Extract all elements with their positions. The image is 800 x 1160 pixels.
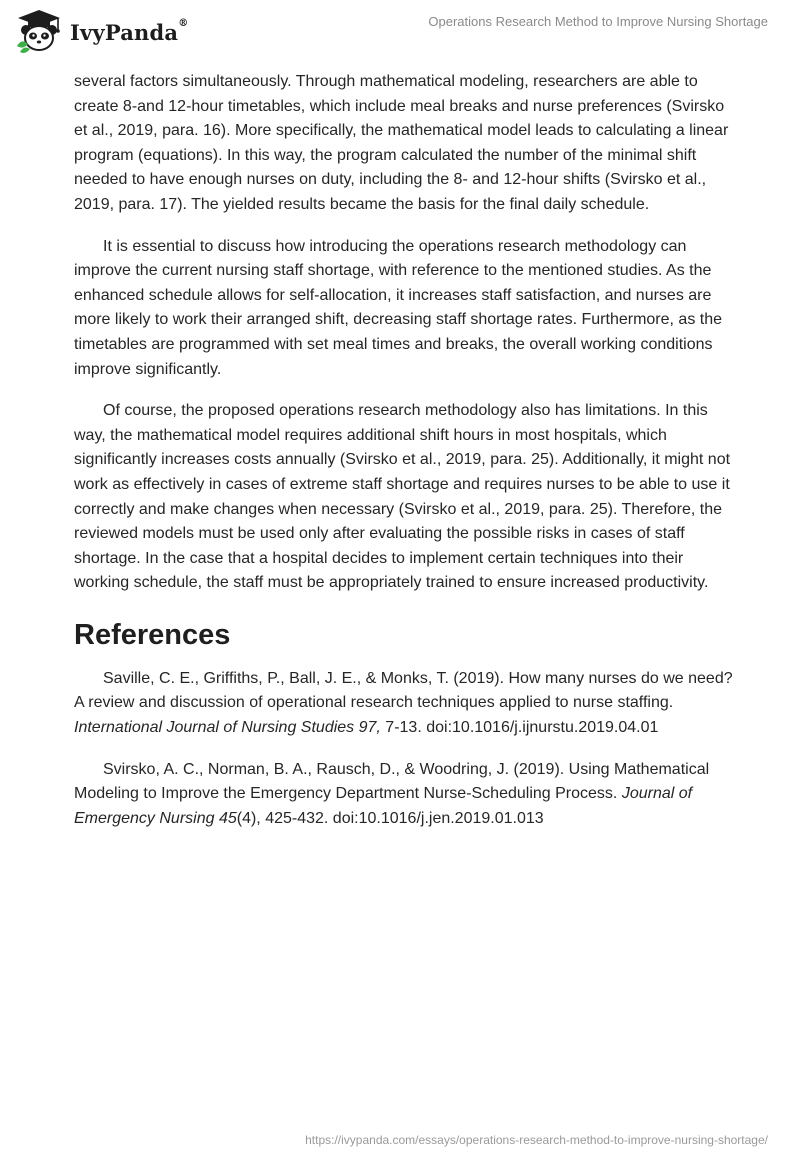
document-title: Operations Research Method to Improve Nursing Shortage [428,14,768,29]
reference-1-details: 7-13. doi:10.1016/j.ijnurstu.2019.04.01 [380,719,659,737]
reference-2-details: (4), 425-432. doi:10.1016/j.jen.2019.01.013 [236,809,544,827]
reference-2-authors-title: Svirsko, A. C., Norman, B. A., Rausch, D., & Woodring, J. (2019). Using Mathematical Modeling to Improve the Emergency Department Nurse-Scheduling Process. [74,760,710,803]
reference-1-authors-title: Saville, C. E., Griffiths, P., Ball, J. E., & Monks, T. (2019). How many nurses do we need? A review and discussion of operational research techniques applied to nurse staffing. [74,669,733,712]
brand-name: IvyPanda® [70,17,189,45]
panda-graduate-icon [14,8,64,54]
references-heading: References [74,618,231,651]
body-paragraph-1: several factors simultaneously. Through mathematical modeling, researchers are able to create 8-and 12-hour timetables, which include meal breaks and nurse preferences (Svirsko et al., 2019, para. 16). More specifically, the mathematical model leads to calculating a linear program (equations). In this way, the program calculated the number of the minimal shift needed to have enough nurses on duty, including the 8- and 12-hour shifts (Svirsko et al., 2019, para. 17). The yielded results became the basis for the final daily schedule. [74,73,729,213]
page-header [0,0,800,60]
reference-item-2 [74,758,734,832]
ivypanda-logo[interactable] [14,8,188,54]
reference-1-journal: International Journal of Nursing Studies 97, [74,719,381,737]
source-url-link[interactable]: https://ivypanda.com/essays/operations-research-method-to-improve-nursing-shortage/ [305,1133,768,1147]
essay-content [74,70,734,848]
reference-2-journal: Journal of Emergency Nursing 45 [74,785,693,827]
body-paragraph-2: It is essential to discuss how introducing the operations research methodology can improve the current nursing staff shortage, with reference to the mentioned studies. As the enhanced schedule allows for self-allocation, it increases staff satisfaction, and nurses are more likely to work their arranged shift, decreasing staff shortage rates. Furthermore, as the timetables are programmed with set meal times and breaks, the overall working conditions improve significantly. [74,237,722,378]
registered-mark: ® [178,17,189,29]
reference-item-1 [74,667,734,741]
body-paragraph-3: Of course, the proposed operations research methodology also has limitations. In this way, the mathematical model requires additional shift hours in most hospitals, which significantly increases costs annually (Svirsko et al., 2019, para. 25). Additionally, it might not work as effectively in cases of extreme staff shortage and requires nurses to be able to use it correctly and make changes when necessary (Svirsko et al., 2019, para. 25). Therefore, the reviewed models must be used only after evaluating the possible risks in cases of staff shortage. In the case that a hospital decides to implement certain techniques into their working schedule, the staff must be appropriately trained to ensure increased productivity. [74,402,731,592]
